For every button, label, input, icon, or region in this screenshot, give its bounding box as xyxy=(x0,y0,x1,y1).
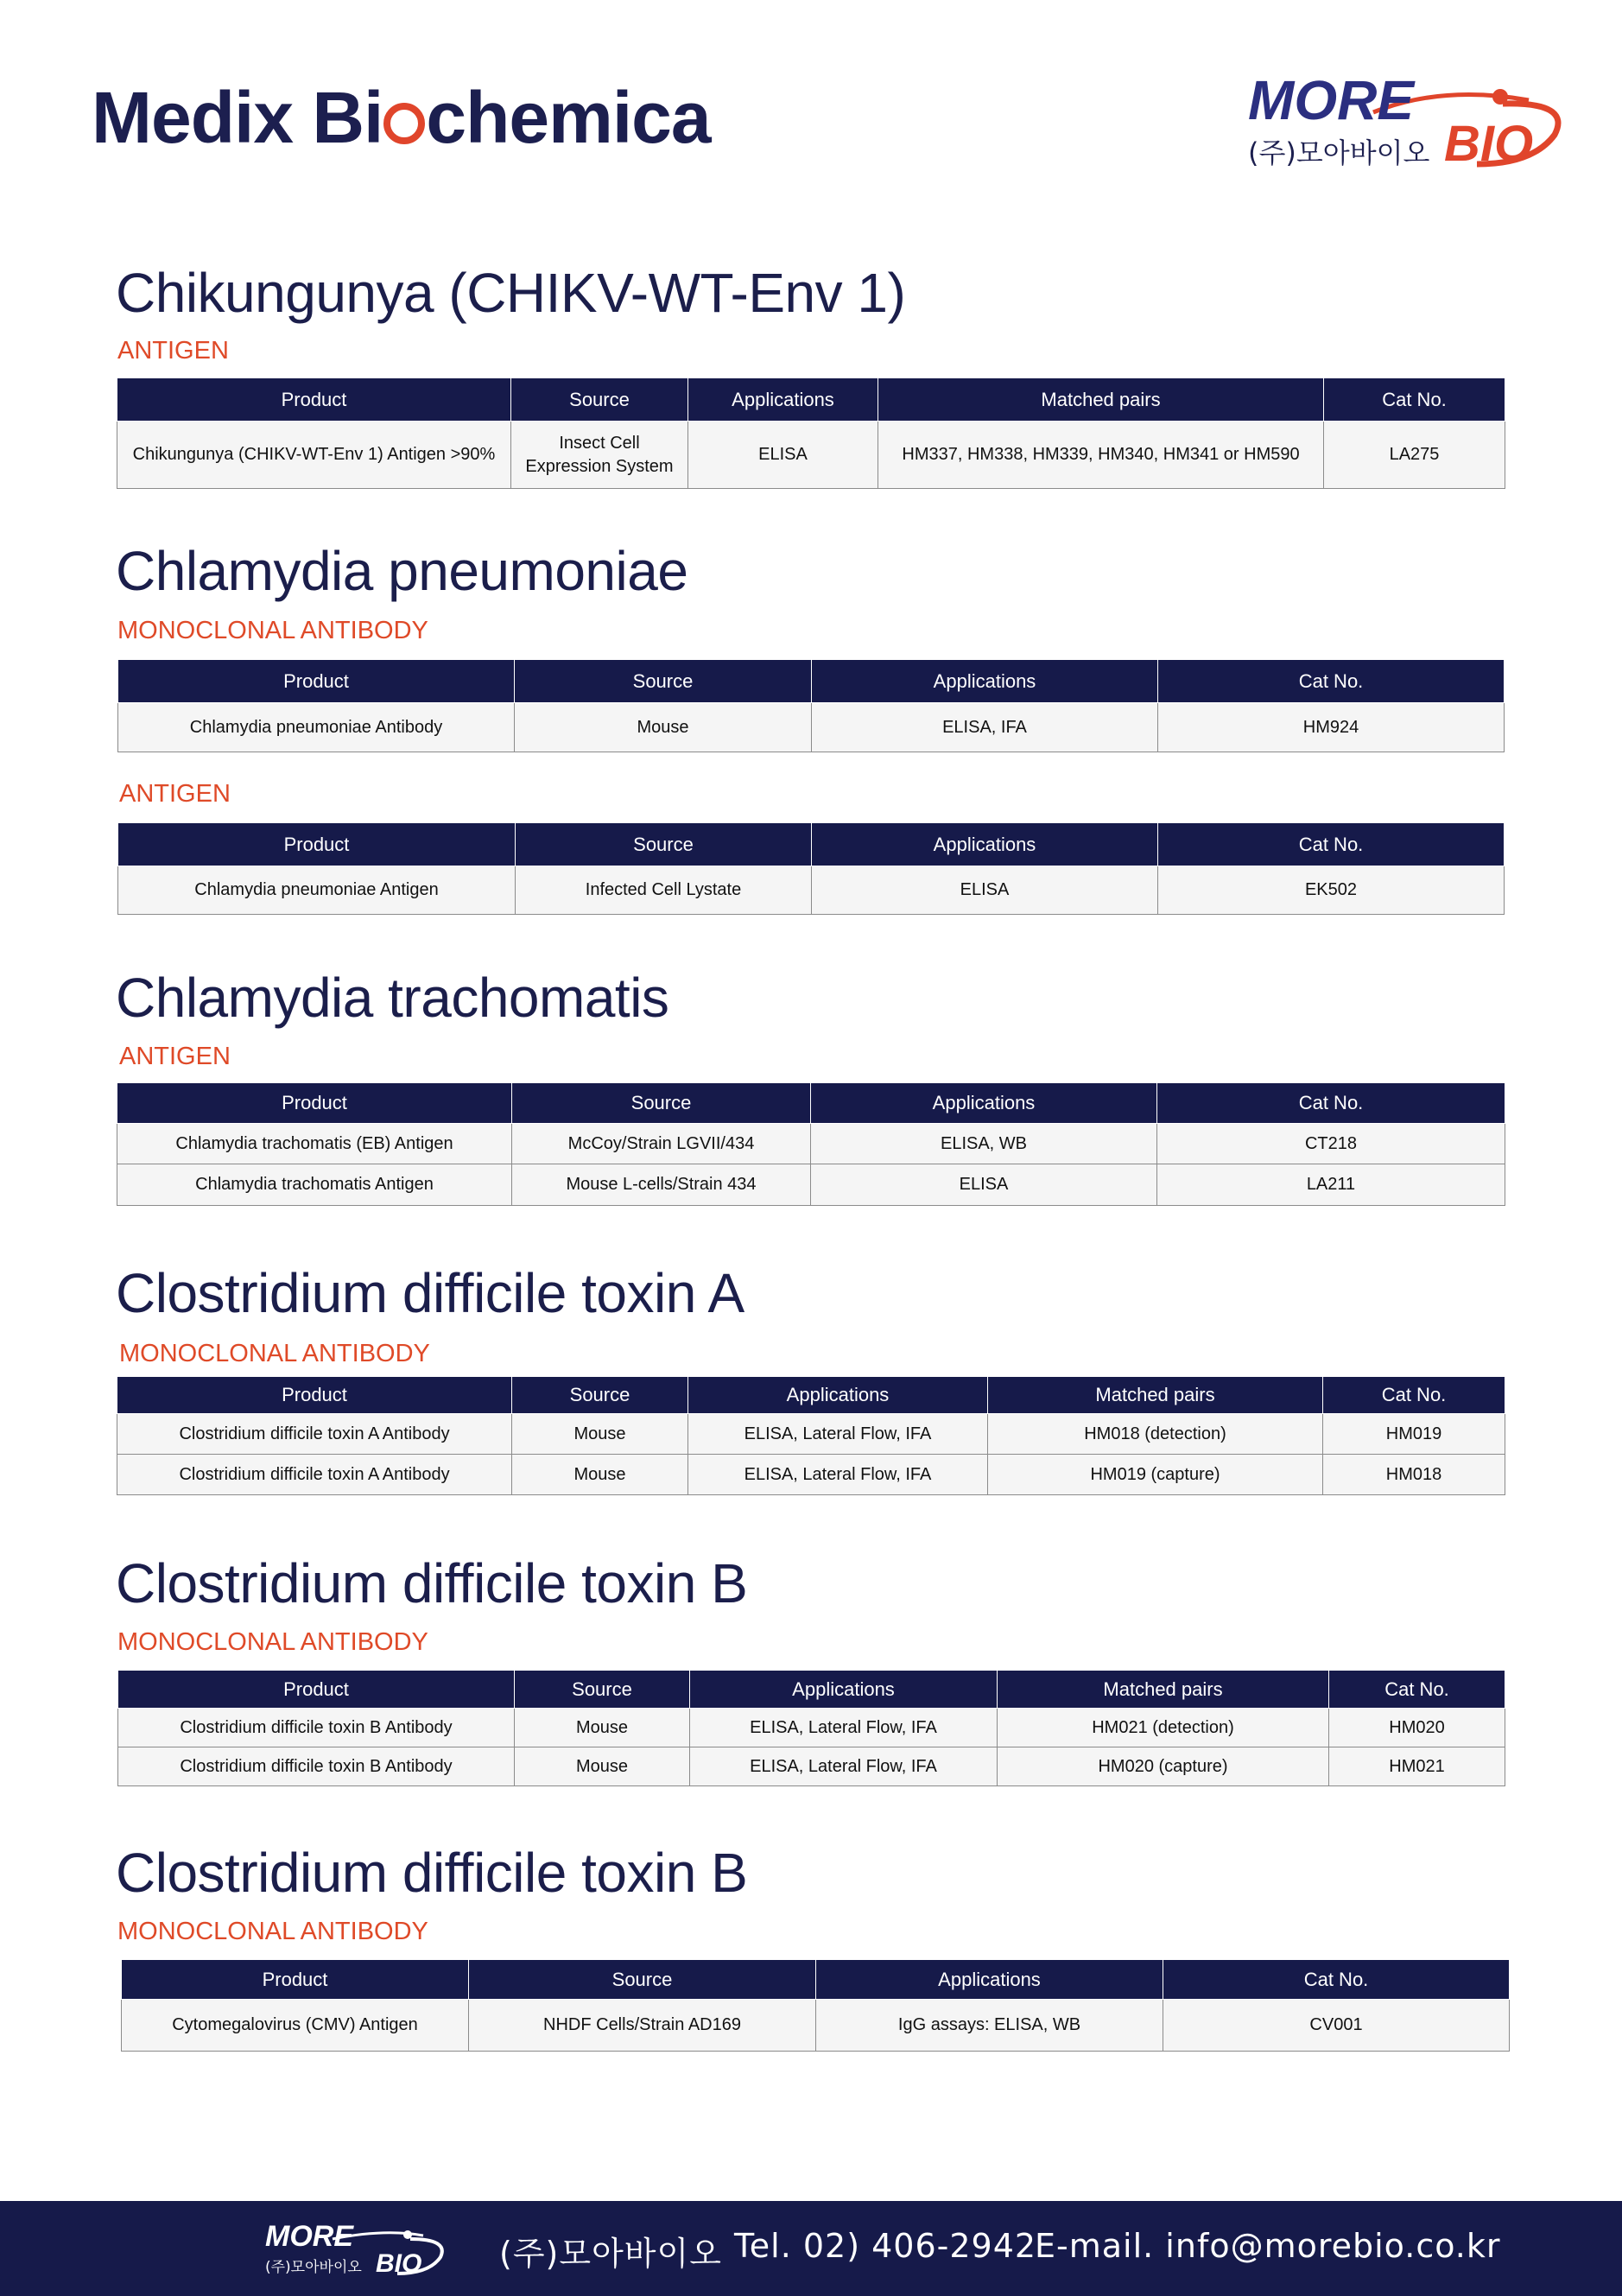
cell-cat-no: HM018 xyxy=(1323,1455,1505,1495)
column-header: Product xyxy=(118,823,516,866)
table-row xyxy=(118,1747,1505,1786)
cell-source: McCoy/Strain LGVII/434 xyxy=(512,1124,811,1164)
svg-text:(주)모아바이오: (주)모아바이오 xyxy=(1248,136,1430,169)
column-header: Product xyxy=(117,378,511,422)
cell-source: Mouse L-cells/Strain 434 xyxy=(512,1164,811,1206)
cell-cat-no: HM019 xyxy=(1323,1414,1505,1455)
cell-applications: ELISA xyxy=(812,866,1158,915)
footer-tel[interactable]: Tel. 02) 406-2942 xyxy=(734,2227,1037,2265)
table-row xyxy=(117,1414,1505,1455)
section-label: MONOCLONAL ANTIBODY xyxy=(117,1628,428,1656)
cell-cat-no: LA211 xyxy=(1157,1164,1505,1206)
cell-product: Chlamydia trachomatis (EB) Antigen xyxy=(117,1124,512,1164)
section-title: Chlamydia trachomatis xyxy=(116,967,669,1029)
section-label: MONOCLONAL ANTIBODY xyxy=(117,1918,428,1945)
column-header: Cat No. xyxy=(1157,1083,1505,1124)
column-header: Applications xyxy=(690,1671,998,1709)
product-table xyxy=(121,1959,1510,2052)
product-table xyxy=(117,1082,1505,1206)
table-row xyxy=(118,703,1505,752)
table-row xyxy=(117,1164,1505,1206)
column-header: Matched pairs xyxy=(988,1377,1323,1414)
table-row xyxy=(122,2000,1510,2052)
column-header: Applications xyxy=(816,1960,1163,2000)
section-label: ANTIGEN xyxy=(119,780,231,808)
footer-email[interactable]: E-mail. info@morebio.co.kr xyxy=(1035,2227,1501,2265)
footer-bar xyxy=(0,2201,1622,2296)
cell-cat-no: HM020 xyxy=(1329,1709,1505,1747)
product-table xyxy=(117,822,1505,915)
cell-applications: ELISA xyxy=(811,1164,1157,1206)
cell-applications: ELISA, Lateral Flow, IFA xyxy=(690,1709,998,1747)
section-title: Clostridium difficile toxin B xyxy=(116,1842,748,1904)
column-header: Cat No. xyxy=(1158,660,1505,703)
product-table xyxy=(117,1670,1505,1786)
cell-applications: ELISA, IFA xyxy=(812,703,1158,752)
column-header: Product xyxy=(118,1671,515,1709)
column-header: Product xyxy=(117,1377,512,1414)
cell-applications: ELISA, WB xyxy=(811,1124,1157,1164)
column-header: Matched pairs xyxy=(998,1671,1329,1709)
cell-source: Mouse xyxy=(512,1414,688,1455)
cell-source: NHDF Cells/Strain AD169 xyxy=(469,2000,816,2052)
cell-matched-pairs: HM018 (detection) xyxy=(988,1414,1323,1455)
cell-cat-no: LA275 xyxy=(1324,422,1505,489)
section-title: Chlamydia pneumoniae xyxy=(116,540,688,602)
svg-text:BIO: BIO xyxy=(376,2249,422,2278)
cell-source: Mouse xyxy=(515,1747,690,1786)
cell-product: Clostridium difficile toxin B Antibody xyxy=(118,1747,515,1786)
column-header: Applications xyxy=(811,1083,1157,1124)
cell-applications: ELISA, Lateral Flow, IFA xyxy=(688,1414,988,1455)
column-header: Product xyxy=(117,1083,512,1124)
logo-o-ring-icon xyxy=(383,103,425,144)
cell-product: Chikungunya (CHIKV-WT-Env 1) Antigen >90% xyxy=(117,422,511,489)
cell-matched-pairs: HM021 (detection) xyxy=(998,1709,1329,1747)
section-label: ANTIGEN xyxy=(117,337,229,365)
column-header: Applications xyxy=(688,1377,988,1414)
cell-cat-no: HM924 xyxy=(1158,703,1505,752)
product-table xyxy=(117,377,1505,489)
cell-source: Mouse xyxy=(512,1455,688,1495)
table-row xyxy=(118,1709,1505,1747)
product-table xyxy=(117,659,1505,752)
medix-biochemica-logo: Medix Bi chemica xyxy=(92,77,711,158)
section-label: MONOCLONAL ANTIBODY xyxy=(119,1340,430,1367)
cell-product: Cytomegalovirus (CMV) Antigen xyxy=(122,2000,469,2052)
cell-source: Insect Cell Expression System xyxy=(511,422,688,489)
cell-source: Mouse xyxy=(515,1709,690,1747)
column-header: Matched pairs xyxy=(878,378,1324,422)
cell-product: Chlamydia pneumoniae Antigen xyxy=(118,866,516,915)
cell-cat-no: EK502 xyxy=(1158,866,1505,915)
section-title: Clostridium difficile toxin B xyxy=(116,1552,748,1614)
table-row xyxy=(118,866,1505,915)
svg-text:(주)모아바이오: (주)모아바이오 xyxy=(265,2259,362,2276)
cell-cat-no: CV001 xyxy=(1163,2000,1510,2052)
svg-text:MORE: MORE xyxy=(1248,69,1414,131)
cell-applications: ELISA, Lateral Flow, IFA xyxy=(688,1455,988,1495)
column-header: Source xyxy=(469,1960,816,2000)
cell-product: Chlamydia pneumoniae Antibody xyxy=(118,703,515,752)
column-header: Applications xyxy=(812,660,1158,703)
cell-applications: ELISA xyxy=(688,422,878,489)
column-header: Cat No. xyxy=(1158,823,1505,866)
column-header: Source xyxy=(515,1671,690,1709)
column-header: Source xyxy=(516,823,812,866)
column-header: Product xyxy=(118,660,515,703)
cell-product: Clostridium difficile toxin A Antibody xyxy=(117,1414,512,1455)
product-table xyxy=(117,1376,1505,1495)
footer-morebio-logo xyxy=(263,2218,449,2279)
cell-matched-pairs: HM337, HM338, HM339, HM340, HM341 or HM590 xyxy=(878,422,1324,489)
cell-cat-no: HM021 xyxy=(1329,1747,1505,1786)
column-header: Cat No. xyxy=(1329,1671,1505,1709)
column-header: Cat No. xyxy=(1163,1960,1510,2000)
column-header: Source xyxy=(512,1083,811,1124)
cell-product: Chlamydia trachomatis Antigen xyxy=(117,1164,512,1206)
column-header: Cat No. xyxy=(1324,378,1505,422)
cell-product: Clostridium difficile toxin B Antibody xyxy=(118,1709,515,1747)
section-title: Chikungunya (CHIKV-WT-Env 1) xyxy=(116,262,906,324)
column-header: Applications xyxy=(688,378,878,422)
table-row xyxy=(117,1124,1505,1164)
table-row xyxy=(117,422,1505,489)
cell-source: Infected Cell Lystate xyxy=(516,866,812,915)
section-label: MONOCLONAL ANTIBODY xyxy=(117,617,428,644)
column-header: Source xyxy=(515,660,812,703)
table-row xyxy=(117,1455,1505,1495)
section-title: Clostridium difficile toxin A xyxy=(116,1262,744,1324)
cell-matched-pairs: HM019 (capture) xyxy=(988,1455,1323,1495)
morebio-logo xyxy=(1244,67,1572,180)
footer-company: (주)모아바이오 xyxy=(499,2235,722,2273)
cell-source: Mouse xyxy=(515,703,812,752)
svg-text:BIO: BIO xyxy=(1444,116,1534,172)
cell-cat-no: CT218 xyxy=(1157,1124,1505,1164)
column-header: Product xyxy=(122,1960,469,2000)
column-header: Source xyxy=(512,1377,688,1414)
column-header: Applications xyxy=(812,823,1158,866)
column-header: Source xyxy=(511,378,688,422)
cell-matched-pairs: HM020 (capture) xyxy=(998,1747,1329,1786)
cell-applications: ELISA, Lateral Flow, IFA xyxy=(690,1747,998,1786)
cell-applications: IgG assays: ELISA, WB xyxy=(816,2000,1163,2052)
column-header: Cat No. xyxy=(1323,1377,1505,1414)
cell-product: Clostridium difficile toxin A Antibody xyxy=(117,1455,512,1495)
svg-text:MORE: MORE xyxy=(265,2220,353,2253)
section-label: ANTIGEN xyxy=(119,1043,231,1070)
